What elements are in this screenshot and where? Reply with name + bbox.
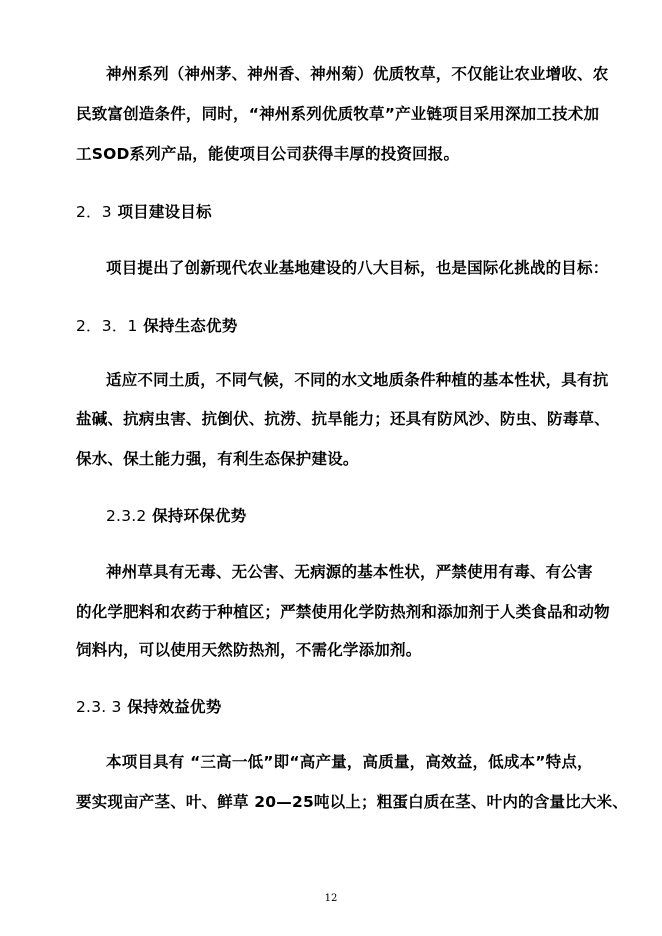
- paragraph-line: 民致富创造条件，同时，“神州系列优质牧草”产业链项目采用深加工技术加: [76, 105, 600, 123]
- heading-title: 保持环保优势: [152, 507, 247, 525]
- paragraph-line: 保水、保土能力强，有利生态保护建设。: [76, 450, 359, 468]
- paragraph-line: 要实现亩产茎、叶、鲜草 20—25吨以上；粗蛋白质在茎、叶内的含量比大米、: [76, 793, 628, 811]
- heading-number: 2.3. 3: [76, 698, 122, 716]
- section-heading-2-3-2: [106, 506, 246, 526]
- page-number: 12: [324, 893, 338, 904]
- paragraph-line: 饲料内，可以使用天然防热剂，不需化学添加剂。: [76, 641, 422, 659]
- paragraph-line: 盐碱、抗病虫害、抗倒伏、抗涝、抗旱能力；还具有防风沙、防虫、防毒草、: [76, 410, 610, 428]
- heading-number: 2．3: [76, 203, 112, 221]
- section-heading-2-3-3: [76, 697, 221, 717]
- paragraph-line: 神州草具有无毒、无公害、无病源的基本性状，严禁使用有毒、有公害: [106, 563, 593, 581]
- paragraph-line: 工SOD系列产品，能使项目公司获得丰厚的投资回报。: [76, 145, 460, 163]
- paragraph-line: 项目提出了创新现代农业基地建设的八大目标，也是国际化挑战的目标：: [106, 259, 609, 277]
- paragraph-line: 本项目具有 “三高一低”即“高产量，高质量，高效益，低成本”特点，: [106, 753, 593, 771]
- paragraph-line: 神州系列（神州茅、神州香、神州菊）优质牧草，不仅能让农业增收、农: [106, 65, 609, 83]
- heading-title: 保持效益优势: [127, 698, 222, 716]
- paragraph-line: 适应不同土质，不同气候，不同的水文地质条件种植的基本性状，具有抗: [106, 371, 609, 389]
- paragraph-line: 的化学肥料和农药于种植区；严禁使用化学防热剂和添加剂于人类食品和动物: [76, 603, 610, 621]
- heading-title: 保持生态优势: [143, 317, 238, 335]
- heading-title: 项目建设目标: [117, 203, 212, 221]
- heading-number: 2．3．1: [76, 317, 138, 335]
- section-heading-2-3: [76, 202, 212, 222]
- section-heading-2-3-1: [76, 316, 237, 336]
- heading-number: 2.3.2: [106, 507, 147, 525]
